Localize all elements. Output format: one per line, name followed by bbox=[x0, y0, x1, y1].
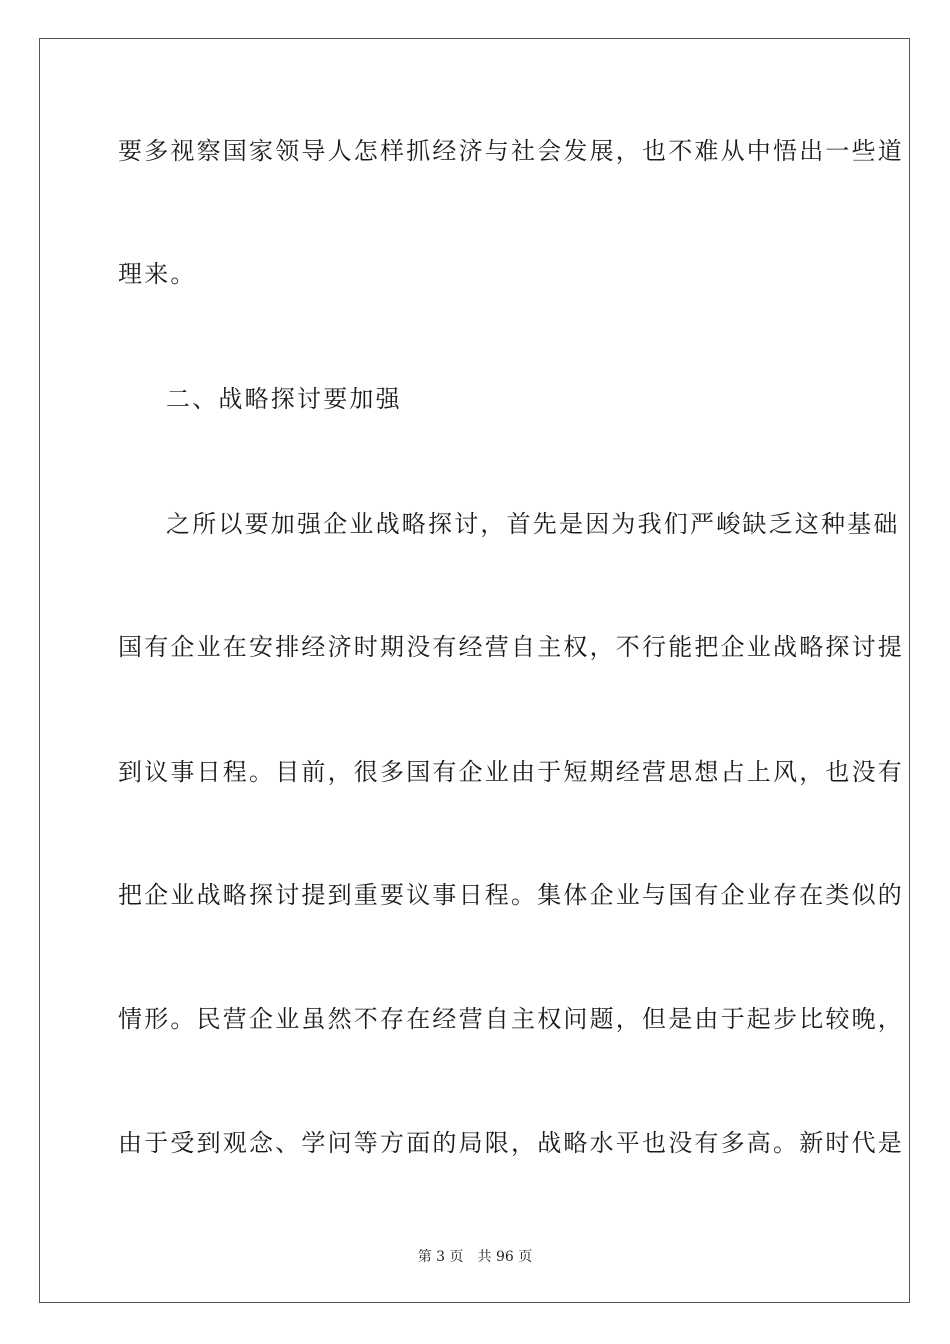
body-text-line: 理来。 bbox=[118, 260, 197, 288]
body-text-line: 要多视察国家领导人怎样抓经济与社会发展，也不难从中悟出一些道 bbox=[118, 137, 904, 165]
page-border bbox=[39, 38, 910, 1303]
page-footer bbox=[0, 1248, 950, 1266]
total-pages: 共 96 页 bbox=[477, 1249, 533, 1265]
paragraph-first-line: 之所以要加强企业战略探讨，首先是因为我们严峻缺乏这种基础 bbox=[166, 510, 900, 538]
section-heading: 二、战略探讨要加强 bbox=[166, 385, 402, 413]
body-text-line: 情形。民营企业虽然不存在经营自主权问题，但是由于起步比较晚， bbox=[118, 1005, 904, 1033]
body-text-line: 由于受到观念、学问等方面的局限，战略水平也没有多高。新时代是 bbox=[118, 1129, 904, 1157]
body-text-line: 把企业战略探讨提到重要议事日程。集体企业与国有企业存在类似的 bbox=[118, 881, 904, 909]
body-text-line: 国有企业在安排经济时期没有经营自主权，不行能把企业战略探讨提 bbox=[118, 633, 904, 661]
page-number: 第 3 页 bbox=[417, 1249, 464, 1265]
body-text-line: 到议事日程。目前，很多国有企业由于短期经营思想占上风，也没有 bbox=[118, 758, 904, 786]
